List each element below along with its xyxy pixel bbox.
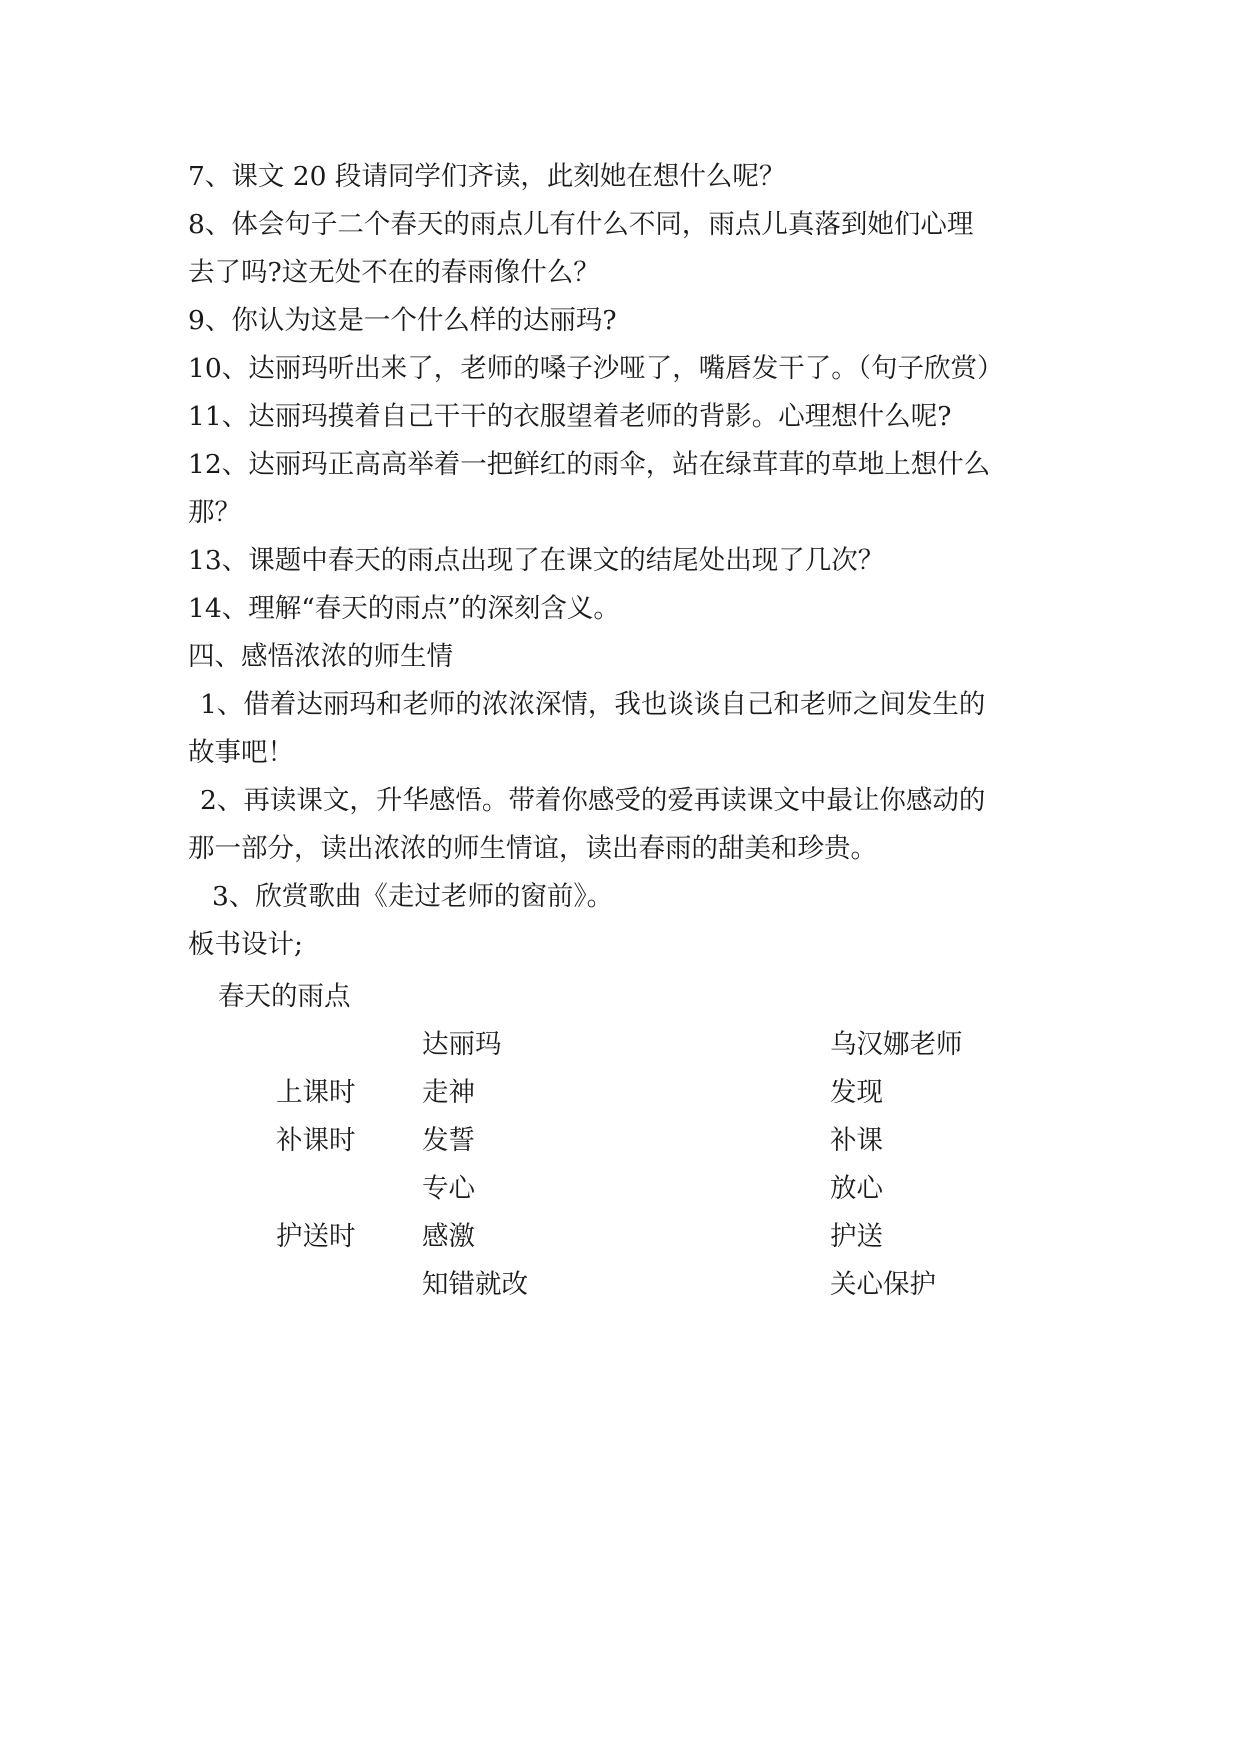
board-header-student: 达丽玛: [422, 1029, 502, 1060]
board-title: 春天的雨点: [218, 981, 351, 1012]
text-line-item8-cont: 去了吗?这无处不在的春雨像什么？: [188, 257, 600, 288]
text-line-sub2: 2、再读课文，升华感悟。带着你感受的爱再读课文中最让你感动的: [200, 785, 986, 816]
text-line-sub2-cont: 那一部分，读出浓浓的师生情谊，读出春雨的甜美和珍贵。: [188, 833, 877, 864]
board-design-label: 板书设计;: [188, 929, 303, 960]
board-cell-time: 补课时: [276, 1125, 356, 1156]
section-heading-4: 四、感悟浓浓的师生情: [188, 641, 453, 672]
text-line-sub3: 3、欣赏歌曲《走过老师的窗前》。: [212, 881, 614, 912]
text-line-item12: 12、达丽玛正高高举着一把鲜红的雨伞，站在绿茸茸的草地上想什么: [188, 449, 991, 480]
board-row: [0, 1124, 1241, 1158]
text-line-item9: 9、你认为这是一个什么样的达丽玛?: [188, 305, 617, 336]
board-row: [0, 1172, 1241, 1206]
board-cell-teacher: 发现: [830, 1077, 883, 1108]
board-cell-time: 上课时: [276, 1077, 356, 1108]
text-line-item10: 10、达丽玛听出来了，老师的嗓子沙哑了，嘴唇发干了。（句子欣赏）: [188, 353, 1004, 384]
board-cell-teacher: 护送: [830, 1221, 883, 1252]
board-cell-student: 知错就改: [422, 1269, 528, 1300]
text-line-item7: 7、课文 20 段请同学们齐读，此刻她在想什么呢？: [188, 161, 786, 192]
board-row: [0, 1220, 1241, 1254]
board-cell-student: 专心: [422, 1173, 475, 1204]
board-cell-teacher: 补课: [830, 1125, 883, 1156]
text-line-sub1: 1、借着达丽玛和老师的浓浓深情，我也谈谈自己和老师之间发生的: [200, 689, 986, 720]
text-line-item11: 11、达丽玛摸着自己干干的衣服望着老师的背影。心理想什么呢?: [188, 401, 952, 432]
text-line-item12-cont: 那？: [188, 497, 241, 528]
board-header-row: [0, 1028, 1241, 1062]
board-header-teacher: 乌汉娜老师: [830, 1029, 963, 1060]
board-cell-time: 护送时: [276, 1221, 356, 1252]
board-cell-teacher: 放心: [830, 1173, 883, 1204]
board-cell-student: 发誓: [422, 1125, 475, 1156]
text-line-item14: 14、理解“春天的雨点”的深刻含义。: [188, 593, 620, 624]
text-line-item8: 8、体会句子二个春天的雨点儿有什么不同，雨点儿真落到她们心理: [188, 209, 974, 240]
board-row: [0, 1268, 1241, 1302]
board-row: [0, 1076, 1241, 1110]
board-cell-teacher: 关心保护: [830, 1269, 936, 1300]
board-cell-student: 感激: [422, 1221, 475, 1252]
text-line-item13: 13、课题中春天的雨点出现了在课文的结尾处出现了几次？: [188, 545, 885, 576]
text-line-sub1-cont: 故事吧！: [188, 737, 294, 768]
board-cell-student: 走神: [422, 1077, 475, 1108]
